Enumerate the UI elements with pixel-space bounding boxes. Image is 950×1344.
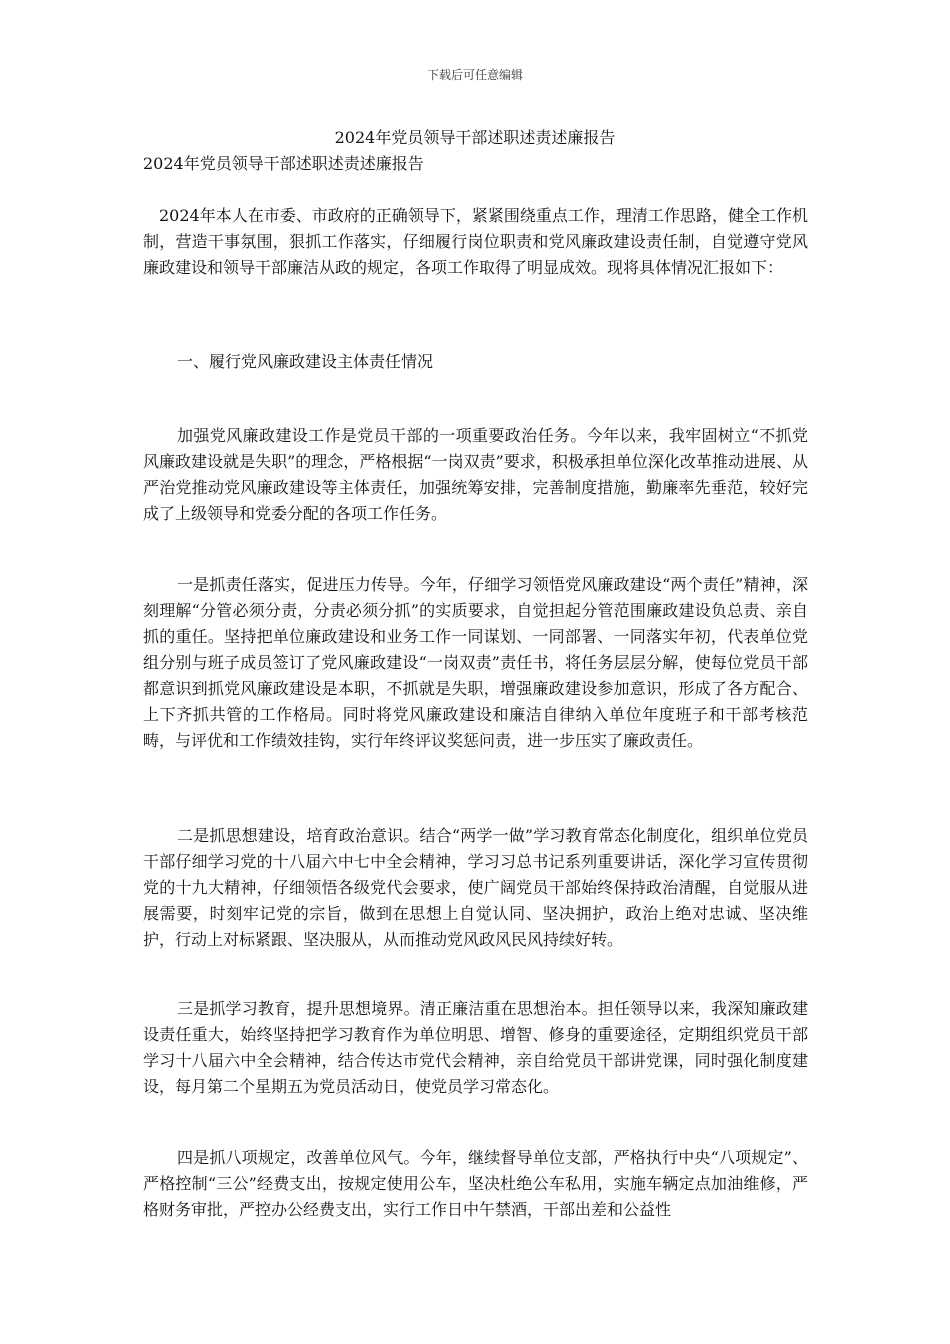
item-paragraph-1: 一是抓责任落实，促进压力传导。今年，仔细学习领悟党风廉政建设“两个责任”精神，深刻理解“分管必须分责，分责必须分抓”的实质要求，自觉担起分管范围廉政建设负总责、亲自抓的重任。坚持把单位廉政建设和业务工作一同谋划、一同部署、一同落实年初，代表单位党组分别与班子成员签订了党风廉政建设“一岗双责”责任书，将任务层层分解，使每位党员干部都意识到抓党风廉政建设是本职，不抓就是失职，增强廉政建设参加意识，形成了各方配合、上下齐抓共管的工作格局。同时将党风廉政建设和廉洁自律纳入单位年度班子和干部考核范畴，与评优和工作绩效挂钩，实行年终评议奖惩问责，进一步压实了廉政责任。 [143, 575, 808, 750]
item-paragraph-2: 二是抓思想建设，培育政治意识。结合“两学一做”学习教育常态化制度化，组织单位党员干部仔细学习党的十八届六中七中全会精神，学习习总书记系列重要讲话，深化学习宣传贯彻党的十九大精神，仔细领悟各级党代会要求，使广阔党员干部始终保持政治清醒，自觉服从进展需要，时刻牢记党的宗旨，做到在思想上自觉认同、坚决拥护，政治上绝对忠诚、坚决维护，行动上对标紧跟、坚决服从，从而推动党风政风民风持续好转。 [143, 826, 808, 949]
intro-paragraph: 2024年本人在市委、市政府的正确领导下，紧紧围绕重点工作，理清工作思路，健全工作机制，营造干事氛围，狠抓工作落实，仔细履行岗位职责和党风廉政建设责任制，自觉遵守党风廉政建设和领导干部廉洁从政的规定，各项工作取得了明显成效。现将具体情况汇报如下： [143, 206, 808, 277]
header-note: 下载后可任意编辑 [426, 68, 523, 82]
item-paragraph-4: 四是抓八项规定，改善单位风气。今年，继续督导单位支部，严格执行中央“八项规定”、严格控制“三公”经费支出，按规定使用公车，坚决杜绝公车私用，实施车辆定点加油维修，严格财务审批，严控办公经费支出，实行工作日中午禁酒，干部出差和公益性 [143, 1148, 808, 1219]
section-heading: 一、履行党风廉政建设主体责任情况 [177, 352, 434, 371]
item-paragraph-3: 三是抓学习教育，提升思想境界。清正廉洁重在思想治本。担任领导以来，我深知廉政建设责任重大，始终坚持把学习教育作为单位明思、增智、修身的重要途径，定期组织党员干部学习十八届六中全会精神，结合传达市党代会精神，亲自给党员干部讲党课，同时强化制度建设，每月第二个星期五为党员活动日，使党员学习常态化。 [143, 999, 808, 1096]
document-title: 2024年党员领导干部述职述责述廉报告 [334, 128, 616, 147]
section-paragraph: 加强党风廉政建设工作是党员干部的一项重要政治任务。今年以来，我牢固树立“不抓党风廉政建设就是失职”的理念，严格根据“一岗双责”要求，积极承担单位深化改革推动进展、从严治党推动党风廉政建设等主体责任，加强统筹安排，完善制度措施，勤廉率先垂范，较好完成了上级领导和党委分配的各项工作任务。 [143, 426, 808, 523]
document-subtitle: 2024年党员领导干部述职述责述廉报告 [143, 154, 424, 173]
